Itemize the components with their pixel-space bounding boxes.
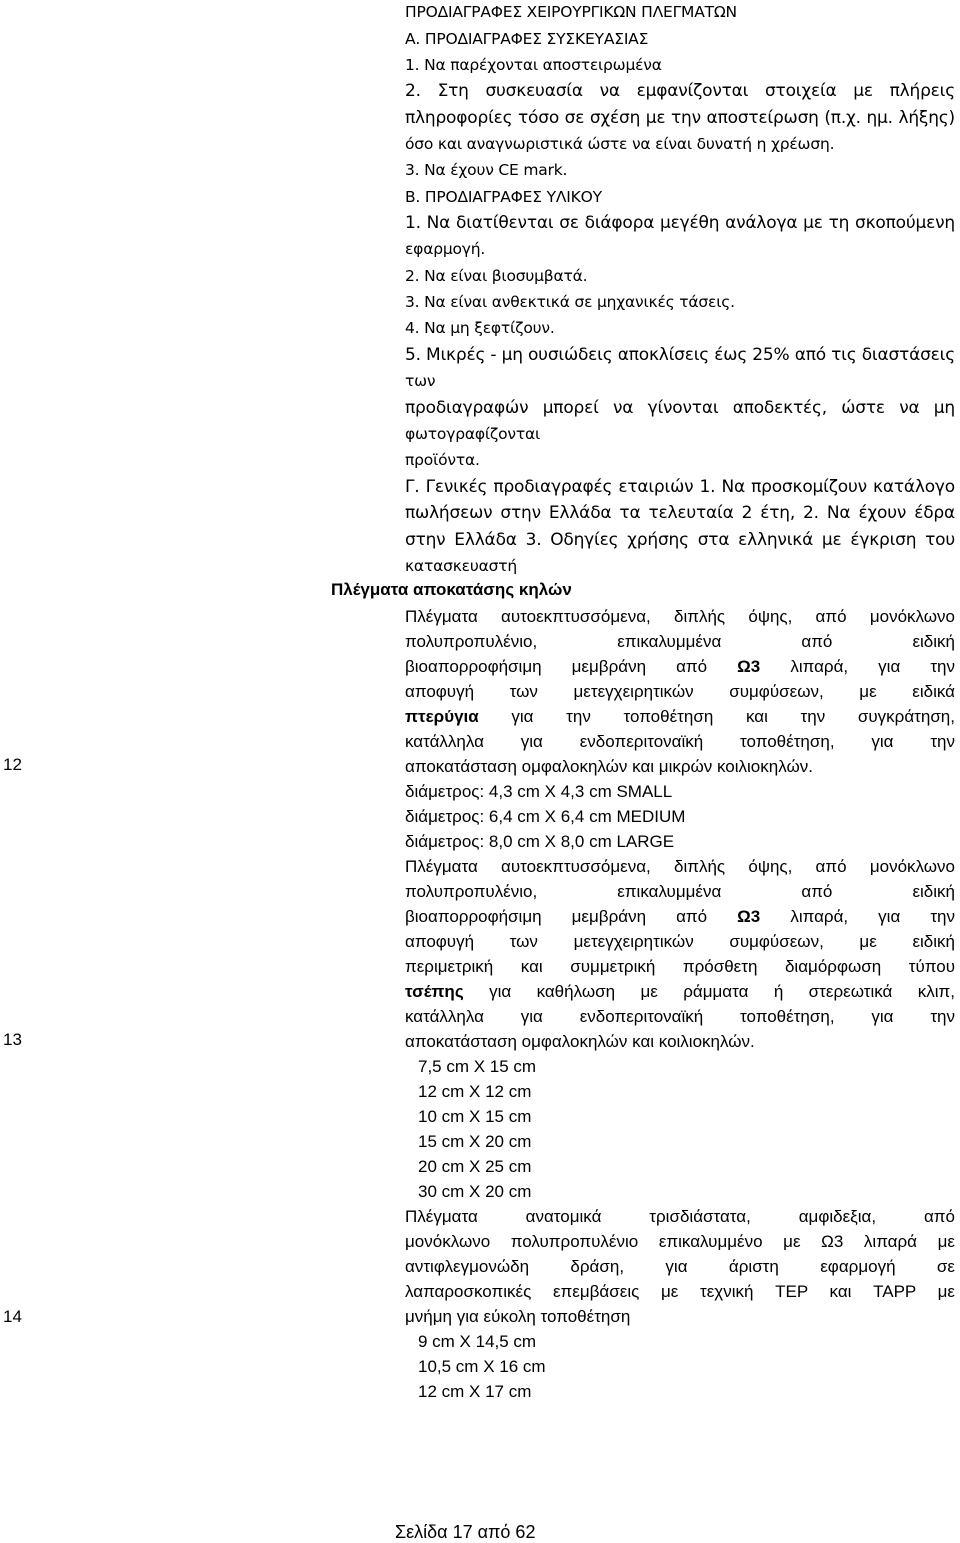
item-text-line: μονόκλωνο πολυπροπυλένιο επικαλυμμένο με Ω3 λιπαρά με [405,1232,955,1251]
spec-line: πωλήσεων στην Ελλάδα τα τελευταία 2 έτη, 2. Να έχουν έδρα [405,503,955,523]
item-text-line: αποκατάσταση ομφαλοκηλών και μικρών κοιλιοκηλών. [405,757,813,776]
size-line: 10 cm X 15 cm [418,1107,532,1126]
size-line: διάμετρος: 6,4 cm X 6,4 cm MEDIUM [405,807,686,826]
spec-line: 1. Να διατίθενται σε διάφορα μεγέθη ανάλογα με τη σκοπούμενη [405,213,955,233]
item-text-line: πολυπροπυλένιο, επικαλυμμένα από ειδική [405,632,955,651]
spec-line: πληροφορίες τόσο σε σχέση με την αποστείρωση (π.χ. ημ. λήξης) [405,108,955,128]
size-line: διάμετρος: 4,3 cm X 4,3 cm SMALL [405,782,673,801]
size-line: 7,5 cm X 15 cm [418,1057,537,1076]
spec-line: κατασκευαστή [405,557,518,575]
size-line: 15 cm X 20 cm [418,1132,532,1151]
item-text-line: πτερύγια για την τοποθέτηση και την συγκράτηση, [405,707,955,726]
item-text-line: αποφυγή των μετεγχειρητικών συμφύσεων, με ειδικά [405,682,955,701]
spec-line: 2. Να είναι βιοσυμβατά. [405,267,588,285]
spec-line: Β. ΠΡΟΔΙΑΓΡΑΦΕΣ ΥΛΙΚΟΥ [405,188,602,206]
spec-line: 4. Να μη ξεφτίζουν. [405,319,555,337]
section-heading: Πλέγματα αποκατάσης κηλών [331,580,572,599]
spec-line: των [405,372,436,390]
spec-line: στην Ελλάδα 3. Οδηγίες χρήσης στα ελληνικά με έγκριση του [405,530,955,550]
item-text-line: αποφυγή των μετεγχειρητικών συμφύσεων, με ειδική [405,932,955,951]
spec-line: εφαρμογή. [405,240,486,258]
item-number: 12 [3,755,22,774]
item-text-line: κατάλληλα για ενδοπεριτοναϊκή τοποθέτηση, για την [405,1007,955,1026]
spec-line: προϊόντα. [405,451,480,469]
size-line: 12 cm X 17 cm [418,1382,532,1401]
item-text-line: κατάλληλα για ενδοπεριτοναϊκή τοποθέτηση, για την [405,732,955,751]
size-line: 30 cm X 20 cm [418,1182,532,1201]
spec-line: προδιαγραφών μπορεί να γίνονται αποδεκτές, ώστε να μη [405,398,955,418]
spec-line: φωτογραφίζονται [405,425,541,443]
spec-line: Γ. Γενικές προδιαγραφές εταιριών 1. Να προσκομίζουν κατάλογο [405,477,955,497]
spec-line: 1. Να παρέχονται αποστειρωμένα [405,56,662,74]
spec-line: 2. Στη συσκευασία να εμφανίζονται στοιχεία με πλήρεις [405,81,955,101]
item-text-line: μνήμη για εύκολη τοποθέτηση [405,1307,631,1326]
item-text-line: πολυπροπυλένιο, επικαλυμμένα από ειδική [405,882,955,901]
item-text-line: τσέπης για καθήλωση με ράμματα ή στερεωτικά κλιπ, [405,982,955,1001]
item-text-line: αποκατάσταση ομφαλοκηλών και κοιλιοκηλών. [405,1032,755,1051]
item-text-line: Πλέγματα αυτοεκπτυσσόμενα, διπλής όψης, από μονόκλωνο [405,857,955,876]
item-number: 13 [3,1030,22,1049]
item-text-line: Πλέγματα ανατομικά τρισδιάστατα, αμφιδεξια, από [405,1207,955,1226]
size-line: 9 cm X 14,5 cm [418,1332,537,1351]
item-text-line: βιοαπορροφήσιμη μεμβράνη από Ω3 λιπαρά, για την [405,907,955,926]
spec-line: Α. ΠΡΟΔΙΑΓΡΑΦΕΣ ΣΥΣΚΕΥΑΣΙΑΣ [405,30,649,48]
spec-title: ΠΡΟΔΙΑΓΡΑΦΕΣ ΧΕΙΡΟΥΡΓΙΚΩΝ ΠΛΕΓΜΑΤΩΝ [405,3,737,21]
item-text-line: αντιφλεγμονώδη δράση, για άριστη εφαρμογή σε [405,1257,955,1276]
item-text-line: βιοαπορροφήσιμη μεμβράνη από Ω3 λιπαρά, για την [405,657,955,676]
size-line: 12 cm X 12 cm [418,1082,532,1101]
spec-line: 5. Μικρές - μη ουσιώδεις αποκλίσεις έως 25% από τις διαστάσεις [405,345,955,365]
page-footer: Σελίδα 17 από 62 [395,1522,536,1542]
item-text-line: Πλέγματα αυτοεκπτυσσόμενα, διπλής όψης, από μονόκλωνο [405,607,955,626]
size-line: 20 cm X 25 cm [418,1157,532,1176]
item-number: 14 [3,1307,22,1326]
spec-line: 3. Να είναι ανθεκτικά σε μηχανικές τάσεις. [405,293,735,311]
item-text-line: περιμετρική και συμμετρική πρόσθετη διαμόρφωση τύπου [405,957,955,976]
item-text-line: λαπαροσκοπικές επεμβάσεις με τεχνική TEP και TAPP με [405,1282,955,1301]
size-line: διάμετρος: 8,0 cm X 8,0 cm LARGE [405,832,675,851]
spec-line: 3. Να έχουν CE mark. [405,161,568,179]
size-line: 10,5 cm X 16 cm [418,1357,546,1376]
spec-line: όσο και αναγνωριστικά ώστε να είναι δυνατή η χρέωση. [405,135,835,153]
